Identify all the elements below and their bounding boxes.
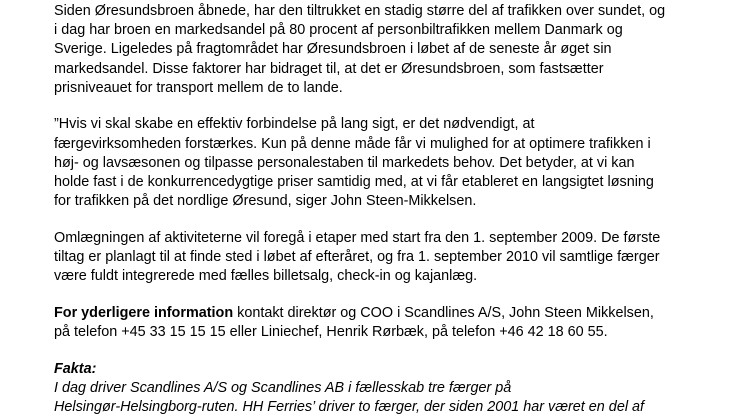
text-line: Siden Øresundsbroen åbnede, har den tiltrukket en stadig større del af trafikken over sundet, og — [54, 3, 666, 19]
text-line: prisniveauet for transport mellem de to lande. — [54, 79, 343, 96]
text-line: Sverige. Ligeledes på fragtområdet har Øresundsbroen i løbet af de seneste år øget sin — [54, 41, 612, 58]
document-body — [54, 2, 734, 417]
paragraph-fakta — [54, 360, 734, 418]
text-line: holde fast i de konkurrencedygtige priser samtidig med, at vi får etableret en langsigtet løsning — [54, 174, 654, 191]
text-line: tiltag er planlagt til at finde sted i løbet af efteråret, og fra 1. september 2010 vil samtlige færger — [54, 249, 660, 266]
paragraph-contact-info — [54, 304, 734, 342]
text-line: færgevirksomheden forstærkes. Kun på denne måde får vi mulighed for at optimere trafikken i — [54, 135, 651, 152]
contact-phone-line: på telefon +45 33 15 15 15 eller Liniechef, Henrik Rørbæk, på telefon +46 42 18 60 55. — [54, 324, 608, 341]
text-line: i dag har broen en markedsandel på 80 procent af personbiltrafikken mellem Danmark og — [54, 22, 623, 39]
contact-line — [54, 304, 734, 323]
text-line: ”Hvis vi skal skabe en effektiv forbindelse på lang sigt, er det nødvendigt, at — [54, 116, 535, 133]
paragraph-timeline — [54, 229, 734, 287]
text-line: Omlægningen af aktiviteterne vil foregå i etaper med start fra den 1. september 2009. De første — [54, 229, 661, 246]
fakta-line: I dag driver Scandlines A/S og Scandlines AB i fællesskab tre færger på — [54, 379, 512, 396]
text-line: markedsandel. Disse faktorer har bidraget til, at det er Øresundsbroen, som fastsætter — [54, 60, 604, 77]
text-line: høj- og lavsæsonen og tilpasse personalestaben til markedets behov. Det betyder, at vi kan — [54, 154, 635, 171]
paragraph-quote — [54, 115, 734, 211]
text-line: være fuldt integrerede med fælles billetsalg, check-in og kajanlæg. — [54, 268, 478, 285]
contact-text: kontakt direktør og COO i Scandlines A/S, John Steen Mikkelsen, — [233, 304, 654, 321]
contact-lead: For yderligere information — [54, 304, 234, 321]
fakta-line: Helsingør-Helsingborg-ruten. HH Ferries’ driver to færger, der siden 2001 har været en del af — [54, 399, 645, 416]
fakta-heading: Fakta: — [54, 360, 97, 377]
paragraph-market-share — [54, 2, 734, 98]
text-line: for trafikken på det nordlige Øresund, siger John Steen-Mikkelsen. — [54, 193, 477, 210]
